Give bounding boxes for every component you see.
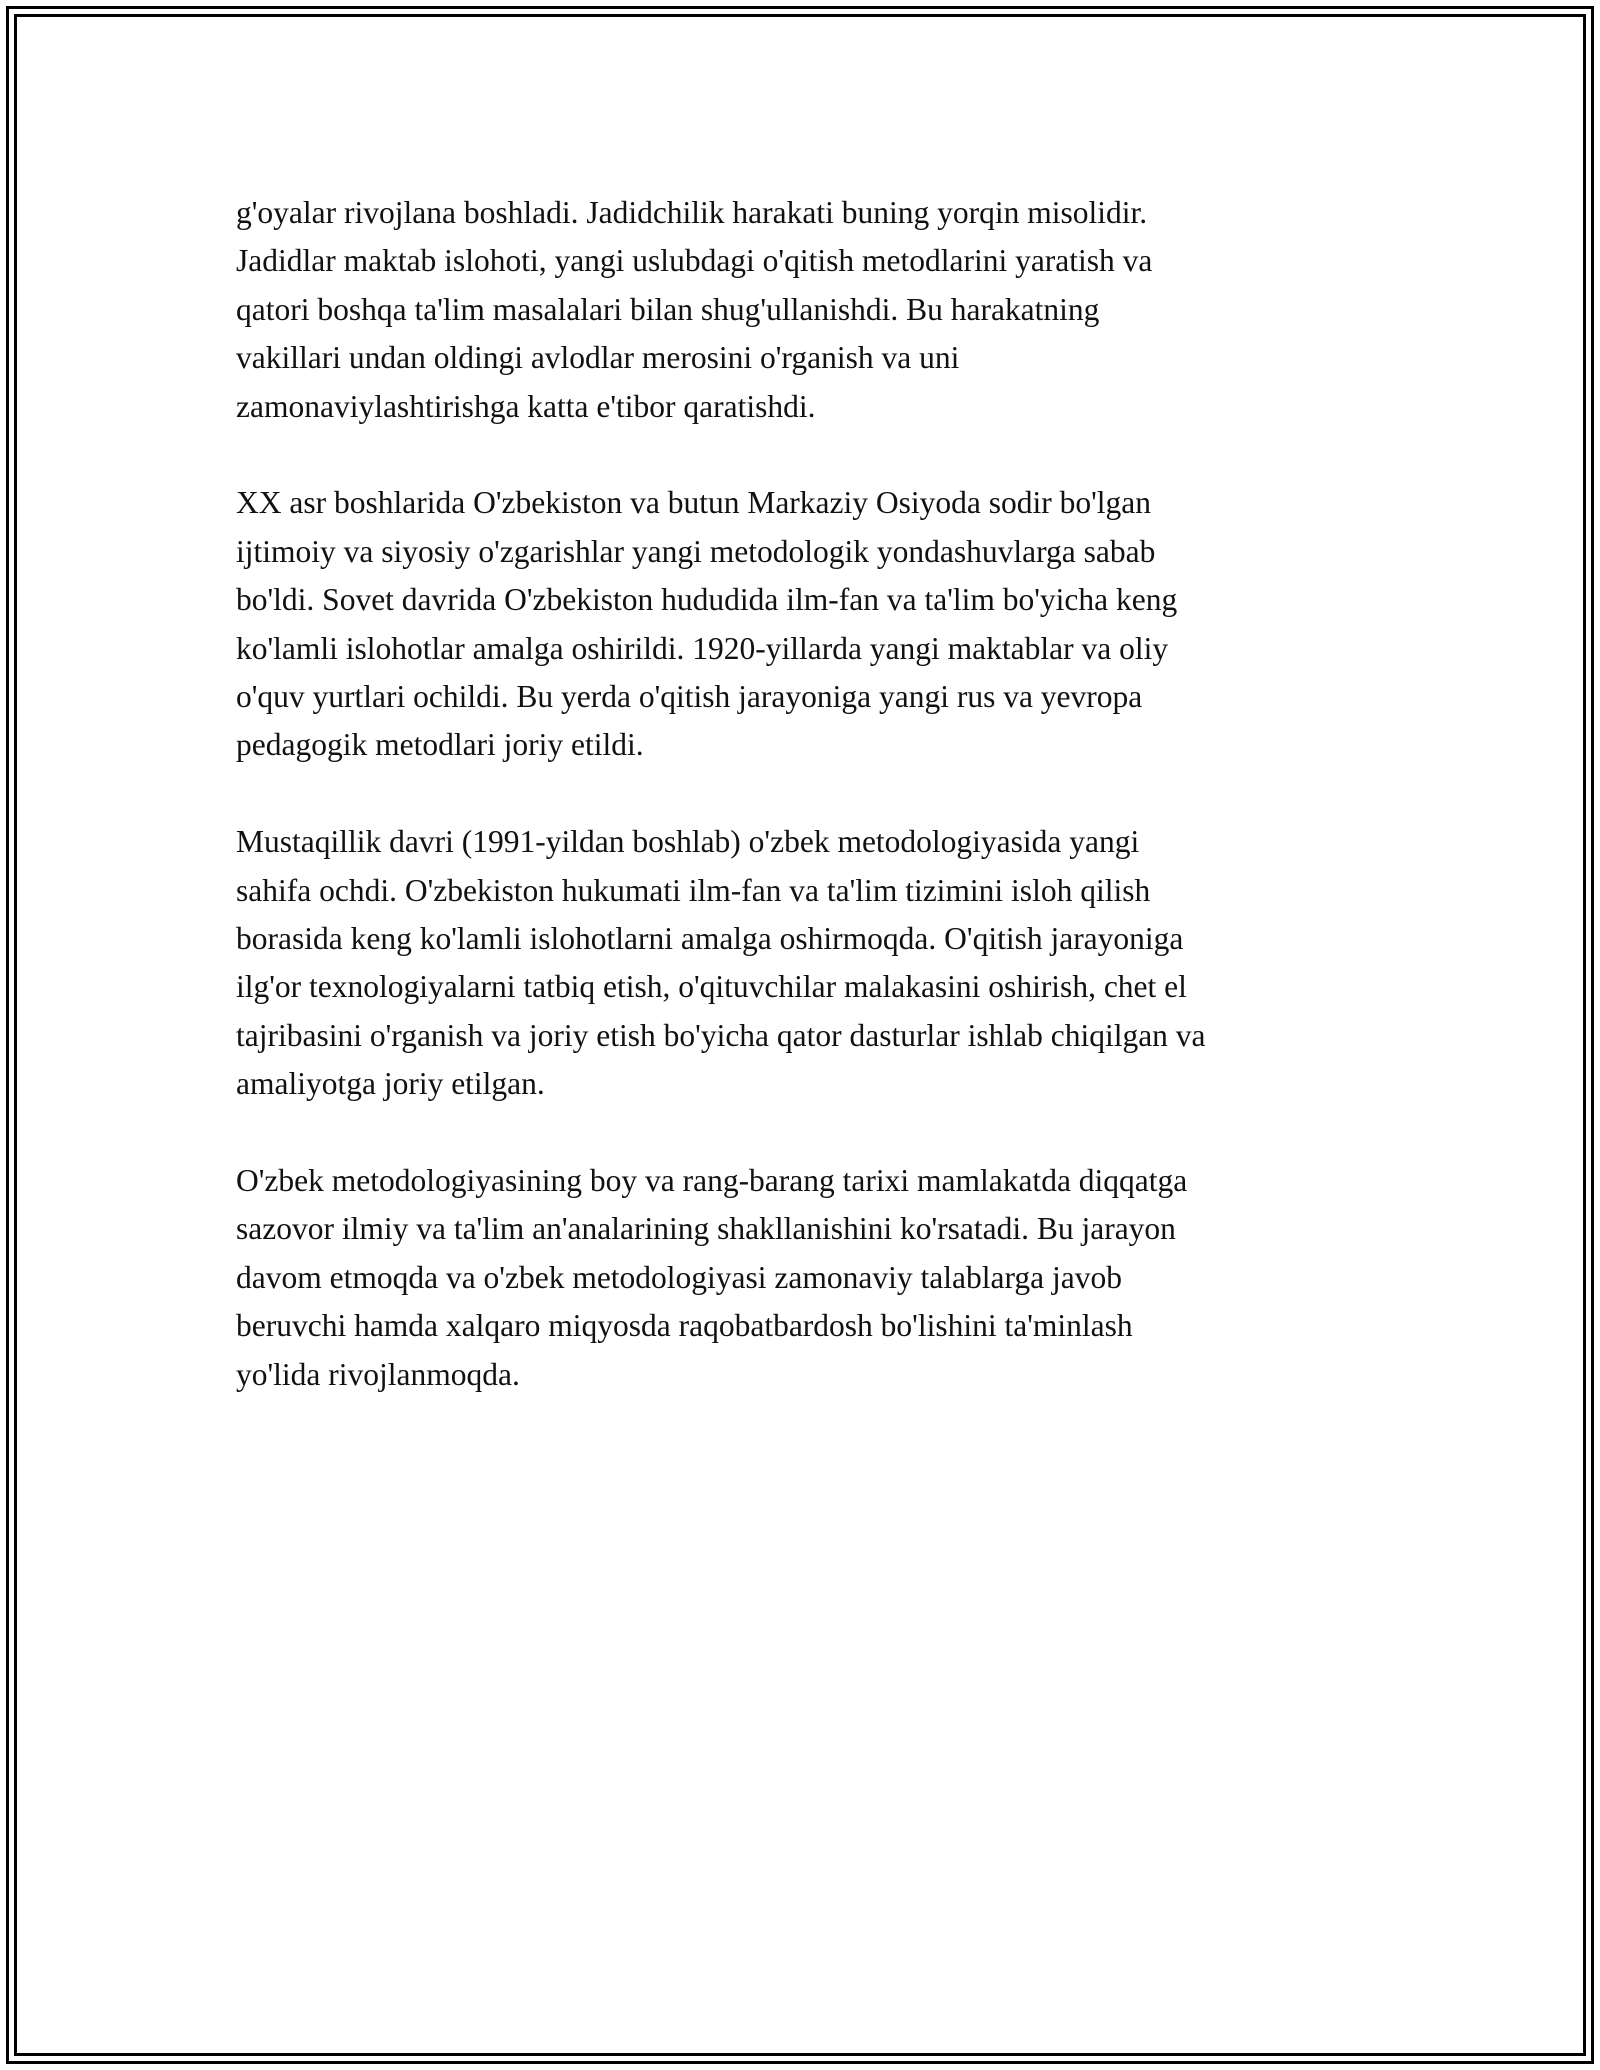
text-line: tajribasini o'rganish va joriy etish bo'yicha qator dasturlar ishlab chiqilgan va [236,1017,1206,1053]
text-line: vakillari undan oldingi avlodlar merosini o'rganish va uni [236,340,960,376]
text-line: g'oyalar rivojlana boshladi. Jadidchilik harakati buning yorqin misolidir. [236,195,1148,230]
text-line: beruvchi hamda xalqaro miqyosda raqobatbardosh bo'lishini ta'minlash [236,1308,1133,1344]
text-line: XX asr boshlarida O'zbekiston va butun Markaziy Osiyoda sodir bo'lgan [236,485,1152,521]
text-line: ko'lamli islohotlar amalga oshirildi. 1920-yillarda yangi maktablar va oliy [236,630,1169,666]
document-body [236,189,1376,1448]
paragraph-xulosa [236,1157,1376,1399]
paragraph-sovet-davri [236,479,1376,769]
text-line: davom etmoqda va o'zbek metodologiyasi zamonaviy talablarga javob [236,1259,1122,1295]
text-line: O'zbek metodologiyasining boy va rang-barang tarixi mamlakatda diqqatga [236,1163,1188,1199]
text-line: sahifa ochdi. O'zbekiston hukumati ilm-fan va ta'lim tizimini isloh qilish [236,872,1151,908]
text-line: yo'lida rivojlanmoqda. [236,1356,520,1392]
text-line: amaliyotga joriy etilgan. [236,1066,545,1102]
text-line: pedagogik metodlari joriy etildi. [236,727,644,763]
text-line: Mustaqillik davri (1991-yildan boshlab) o'zbek metodologiyasida yangi [236,824,1140,860]
text-line: bo'ldi. Sovet davrida O'zbekiston hududida ilm-fan va ta'lim bo'yicha keng [236,582,1178,618]
paragraph-mustaqillik-davri [236,818,1376,1108]
text-line: Jadidlar maktab islohoti, yangi uslubdagi o'qitish metodlarini yaratish va [236,243,1153,279]
text-line: o'quv yurtlari ochildi. Bu yerda o'qitish jarayoniga yangi rus va yevropa [236,679,1143,715]
text-line: ilg'or texnologiyalarni tatbiq etish, o'qituvchilar malakasini oshirish, chet el [236,969,1187,1005]
text-line: sazovor ilmiy va ta'lim an'analarining shakllanishini ko'rsatadi. Bu jarayon [236,1211,1176,1247]
text-line: ijtimoiy va siyosiy o'zgarishlar yangi metodologik yondashuvlarga sabab [236,533,1156,569]
text-line: zamonaviylashtirishga katta e'tibor qaratishdi. [236,388,816,424]
text-line: borasida keng ko'lamli islohotlarni amalga oshirmoqda. O'qitish jarayoniga [236,921,1184,957]
text-line: qatori boshqa ta'lim masalalari bilan shug'ullanishdi. Bu harakatning [236,291,1100,327]
paragraph-jadidchilik [236,189,1376,431]
